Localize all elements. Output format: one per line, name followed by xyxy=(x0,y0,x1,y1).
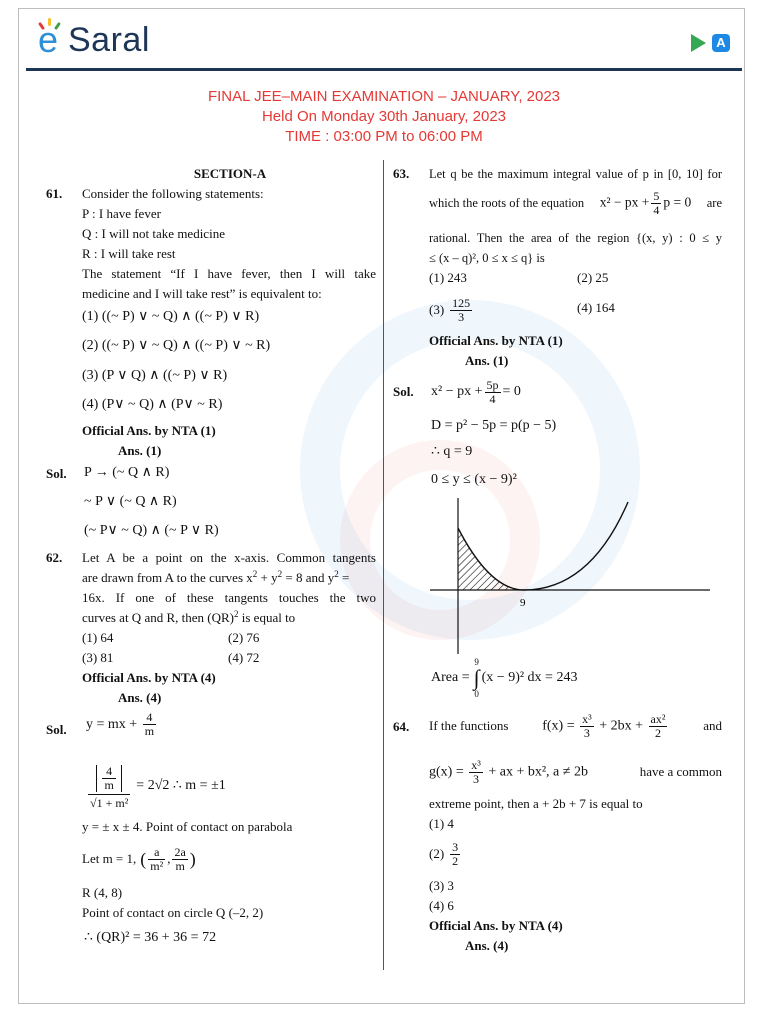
question-number-64: 64. xyxy=(393,719,410,734)
q63-answer: Ans. (1) xyxy=(465,353,509,368)
q62-text-line2: are drawn from A to the curves $x^2 + y^2 = 8$ and $y^2$ = xyxy=(82,569,350,585)
q62-solution-label: Sol. xyxy=(46,722,67,737)
section-title: SECTION-A xyxy=(193,166,267,181)
q64-option-1: (1) 4 xyxy=(429,816,454,831)
q63-text-line4: ≤ (x – q)², 0 ≤ x ≤ q} is xyxy=(429,251,545,265)
column-divider xyxy=(383,160,384,970)
q62-solution-line3: y = ± x ± 4. Point of contact on parabola xyxy=(82,819,293,834)
q62-option-2: (2) 76 xyxy=(228,630,260,645)
exam-time: TIME : 03:00 PM to 06:00 PM xyxy=(285,128,483,145)
q63-area-result: Area = 9 ∫ 0 (x − 9)² dx = 243 xyxy=(431,657,578,699)
q61-stem: Consider the following statements: xyxy=(82,186,264,201)
q63-option-2: (2) 25 xyxy=(577,270,609,285)
question-number-61: 61. xyxy=(46,186,63,201)
q62-option-3: (3) 81 xyxy=(82,650,114,665)
q61-official-answer: Official Ans. by NTA (1) xyxy=(82,423,216,438)
q63-text-line1: Let q be the maximum integral value of p in [0, 10] for xyxy=(429,167,722,181)
q64-text-line3: extreme point, then a + 2b + 7 is equal to xyxy=(429,796,643,811)
q61-statement-p: P : I have fever xyxy=(82,206,161,221)
q62-solution-line2: $\frac{\frac{4}{m}}{\text{√1 + m²}}$ = 2√2 ∴ m = ±1 xyxy=(90,763,226,810)
q63-solution-line1: x² − px + $\frac{5p}{4}$ = 0 xyxy=(431,377,521,406)
q61-solution-label: Sol. xyxy=(46,466,67,481)
q62-text-line3: 16x. If one of these tangents touches the two xyxy=(82,590,376,605)
q64-option-2: (2) $\frac{3}{2}$ xyxy=(429,839,459,868)
q62-option-1: (1) 64 xyxy=(82,630,114,645)
logo-text: Saral xyxy=(68,21,150,59)
q62-answer: Ans. (4) xyxy=(118,690,162,705)
q62-text-line1: Let A be a point on the x-axis. Common tangents xyxy=(82,550,376,565)
app-store-icon[interactable]: A xyxy=(712,34,730,52)
q61-statement-r: R : I will take rest xyxy=(82,246,176,261)
q61-solution-line2: ~ P ∨ (~ Q ∧ R) xyxy=(84,494,177,509)
q63-solution-label: Sol. xyxy=(393,384,414,399)
exam-date: Held On Monday 30th January, 2023 xyxy=(261,108,507,125)
q63-option-1: (1) 243 xyxy=(429,270,467,285)
q64-option-4: (4) 6 xyxy=(429,898,454,913)
x-tick-9: 9 xyxy=(520,597,526,609)
store-badges xyxy=(691,34,730,52)
question-number-62: 62. xyxy=(46,550,63,565)
exam-header xyxy=(0,87,768,147)
q61-answer: Ans. (1) xyxy=(118,443,162,458)
q63-option-4: (4) 164 xyxy=(577,300,615,315)
q64-text-line2: g(x) = $\frac{\text{x³}}{3}$ + ax + bx², a ≠ 2b have a common xyxy=(429,757,722,786)
question-number-63: 63. xyxy=(393,166,410,181)
q62-solution-line4: Let m = 1, ( $\frac{a}{\text{m²}}$ , $\frac{2a}{m}$ ) xyxy=(82,844,196,873)
q63-solution-line4: 0 ≤ y ≤ (x − 9)² xyxy=(431,472,517,487)
q62-solution-line6: Point of contact on circle Q (–2, 2) xyxy=(82,905,264,920)
q63-solution-line3: ∴ q = 9 xyxy=(431,444,473,459)
q64-text-line1: If the functions f(x) = $\frac{\text{x³}}{3}$ + 2bx + $\frac{\text{ax²}}{2}$ and xyxy=(429,711,722,740)
q61-text-line2: medicine and I will take rest” is equivalent to: xyxy=(82,286,322,301)
header-rule xyxy=(26,68,742,71)
q63-text-line3: rational. Then the area of the region {(x, y) : 0 ≤ y xyxy=(429,231,722,245)
q63-solution-line2: D = p² − 5p = p(p − 5) xyxy=(431,418,557,433)
google-play-icon[interactable] xyxy=(691,34,706,52)
q61-option-2: (2) ((~ P) ∨ ~ Q) ∧ ((~ P) ∨ ~ R) xyxy=(82,338,271,353)
q61-solution-line1: P → (~ Q ∧ R) xyxy=(84,465,170,480)
q63-option-3: (3) $\frac{125}{3}$ xyxy=(429,295,471,324)
logo-e-mark: e xyxy=(36,22,66,58)
q62-option-4: (4) 72 xyxy=(228,650,260,665)
q61-statement-q: Q : I will not take medicine xyxy=(82,226,225,241)
q64-official-answer: Official Ans. by NTA (4) xyxy=(429,918,563,933)
q63-parabola-graph xyxy=(420,498,720,658)
q62-solution-line1: y = mx + $\frac{4}{m}$ xyxy=(86,710,155,739)
q61-option-1: (1) ((~ P) ∨ ~ Q) ∧ ((~ P) ∨ R) xyxy=(82,309,260,324)
esaral-logo xyxy=(36,20,150,60)
q62-official-answer: Official Ans. by NTA (4) xyxy=(82,670,216,685)
q64-answer: Ans. (4) xyxy=(465,938,509,953)
exam-title: FINAL JEE–MAIN EXAMINATION – JANUARY, 2023 xyxy=(207,88,561,105)
q63-text-line2: which the roots of the equation x² − px + $\frac{5}{4}$ p = 0 are xyxy=(429,188,722,217)
q62-text-line4: curves at Q and R, then (QR)$^2$ is equal to xyxy=(82,609,296,625)
q62-solution-line5: R (4, 8) xyxy=(82,885,123,900)
q61-option-4: (4) (P∨ ~ Q) ∧ (P∨ ~ R) xyxy=(82,397,223,412)
shaded-area-region xyxy=(458,528,524,590)
q61-text-line1: The statement “If I have fever, then I will take xyxy=(82,266,376,281)
q61-option-3: (3) (P ∨ Q) ∧ ((~ P) ∨ R) xyxy=(82,368,228,383)
q61-solution-line3: (~ P∨ ~ Q) ∧ (~ P ∨ R) xyxy=(84,523,219,538)
q64-option-3: (3) 3 xyxy=(429,878,454,893)
q63-official-answer: Official Ans. by NTA (1) xyxy=(429,333,563,348)
q62-solution-line7: ∴ (QR)² = 36 + 36 = 72 xyxy=(84,930,217,945)
